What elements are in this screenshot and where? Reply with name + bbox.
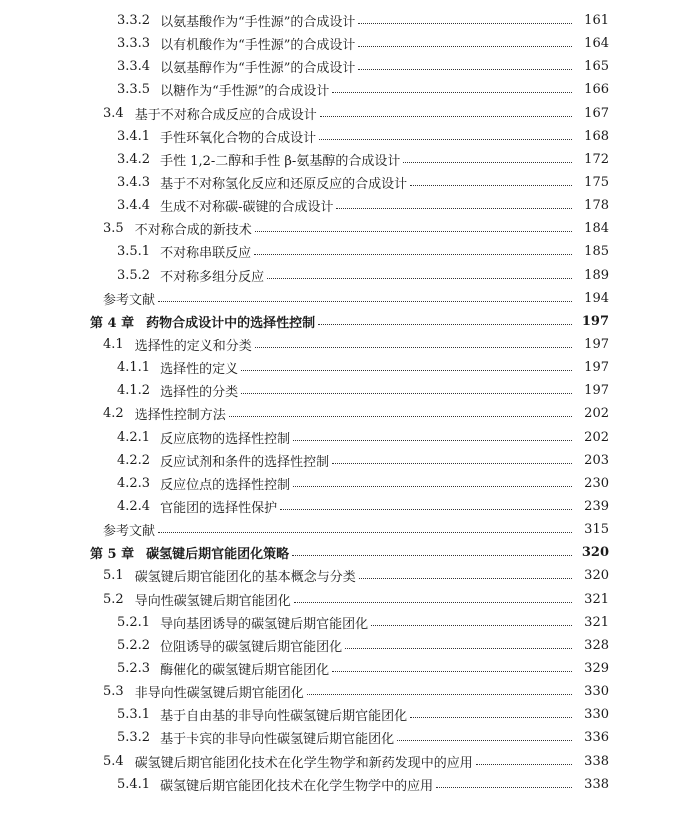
- toc-entry-title: 生成不对称碳-碳键的合成设计: [160, 200, 334, 216]
- toc-entry-row: [0, 703, 700, 726]
- toc-entry-row: [0, 32, 700, 55]
- toc-page-number: 330: [584, 707, 609, 723]
- toc-entry-number: 5.3.2: [117, 730, 151, 746]
- dot-leader: [294, 602, 572, 603]
- toc-page-number: 197: [584, 337, 609, 353]
- toc-page-number: 336: [584, 730, 609, 746]
- toc-entry-title: 药物合成设计中的选择性控制: [146, 315, 316, 331]
- toc-entry-row: [0, 171, 700, 194]
- toc-entry-title: 不对称合成的新技术: [134, 223, 252, 239]
- toc-entry-number: 5.2.2: [117, 637, 151, 653]
- toc-page-number: 168: [584, 128, 609, 144]
- toc-entry-number: 4.2.3: [117, 475, 151, 491]
- toc-entry-number: 3.4.2: [117, 151, 151, 167]
- dot-leader: [158, 301, 572, 302]
- toc-entry-number: 3.3.4: [117, 59, 151, 75]
- toc-chapter-row: [0, 310, 700, 333]
- toc-entry-number: 3.3.2: [117, 13, 151, 29]
- toc-entry-title: 选择性的分类: [160, 385, 239, 401]
- dot-leader: [318, 324, 572, 325]
- toc-page-number: 197: [584, 360, 609, 376]
- toc-entry-number: 5.3.1: [117, 707, 151, 723]
- dot-leader: [332, 92, 572, 93]
- toc-entry-row: [0, 102, 700, 125]
- toc-entry-number: 4.2.4: [117, 499, 151, 515]
- toc-page-number: 166: [584, 82, 609, 98]
- toc-entry-number: 3.4: [103, 105, 124, 121]
- toc-entry-title: 碳氢键后期官能团化技术在化学生物学中的应用: [160, 778, 434, 794]
- toc-page-number: 203: [584, 452, 609, 468]
- dot-leader: [255, 231, 572, 232]
- toc-entry-number: 3.5: [103, 221, 124, 237]
- toc-references-row: [0, 518, 700, 541]
- toc-entry-title: 以氨基醇作为“手性源”的合成设计: [160, 61, 356, 77]
- toc-page-number: 230: [584, 475, 609, 491]
- toc-entry-title: 不对称串联反应: [160, 246, 252, 262]
- toc-entry-row: [0, 588, 700, 611]
- toc-entry-title: 参考文献: [103, 524, 156, 540]
- toc-entry-row: [0, 426, 700, 449]
- toc-entry-title: 非导向性碳氢键后期官能团化: [134, 686, 304, 702]
- dot-leader: [292, 555, 572, 556]
- dot-leader: [293, 486, 572, 487]
- toc-page-number: 202: [584, 406, 609, 422]
- toc-entry-title: 手性 1,2-二醇和手性 β-氨基醇的合成设计: [160, 153, 401, 169]
- toc-entry-number: 4.2.2: [117, 452, 151, 468]
- toc-page-number: 185: [584, 244, 609, 260]
- toc-page-number: 338: [584, 753, 609, 769]
- dot-leader: [358, 46, 572, 47]
- dot-leader: [307, 694, 572, 695]
- toc-page-number: 320: [581, 545, 609, 561]
- toc-entry-row: [0, 217, 700, 240]
- toc-entry-title: 选择性的定义和分类: [134, 339, 252, 355]
- toc-page-number: 328: [584, 637, 609, 653]
- dot-leader: [320, 116, 572, 117]
- dot-leader: [229, 416, 572, 417]
- toc-entry-row: [0, 78, 700, 101]
- toc-chapter-row: [0, 541, 700, 564]
- toc-entry-number: 4.1.1: [117, 360, 151, 376]
- toc-page-number: 197: [584, 383, 609, 399]
- dot-leader: [254, 254, 572, 255]
- dot-leader: [319, 139, 572, 140]
- toc-entry-number: 3.5.1: [117, 244, 151, 260]
- dot-leader: [332, 463, 572, 464]
- toc-page-number: 189: [584, 267, 609, 283]
- toc-entry-number: 3.5.2: [117, 267, 151, 283]
- dot-leader: [358, 69, 572, 70]
- dot-leader: [371, 625, 572, 626]
- toc-entry-number: 3.4.4: [117, 198, 151, 214]
- toc-entry-row: [0, 449, 700, 472]
- dot-leader: [358, 23, 572, 24]
- toc-entry-row: [0, 194, 700, 217]
- toc-entry-title: 导向性碳氢键后期官能团化: [134, 593, 291, 609]
- dot-leader: [345, 648, 572, 649]
- toc-entry-number: 第 5 章: [90, 547, 135, 563]
- toc-entry-number: 5.2: [103, 591, 124, 607]
- toc-entry-number: 5.2.3: [117, 661, 151, 676]
- dot-leader: [403, 162, 572, 163]
- toc-entry-row: [0, 402, 700, 425]
- toc-entry-row: [0, 379, 700, 402]
- toc-page-number: 172: [584, 151, 609, 167]
- toc-page-number: 239: [584, 499, 609, 515]
- toc-entry-number: 5.2.1: [117, 614, 151, 630]
- toc-entry-title: 位阻诱导的碳氢键后期官能团化: [160, 639, 343, 655]
- toc-page-number: 167: [584, 105, 609, 121]
- toc-entry-title: 不对称多组分反应: [160, 269, 265, 285]
- toc-page-number: 197: [581, 313, 609, 329]
- dot-leader: [476, 764, 572, 765]
- toc-entry-row: [0, 634, 700, 657]
- toc-page-number: 175: [584, 175, 609, 191]
- dot-leader: [241, 393, 572, 394]
- toc-entry-row: [0, 55, 700, 78]
- toc-entry-number: 3.3.3: [117, 36, 151, 52]
- toc-entry-row: [0, 240, 700, 263]
- dot-leader: [436, 787, 572, 788]
- dot-leader: [332, 671, 572, 672]
- toc-entry-title: 反应试剂和条件的选择性控制: [160, 454, 330, 470]
- toc-entry-title: 基于不对称合成反应的合成设计: [134, 107, 317, 123]
- toc-entry-title: 以糖作为“手性源”的合成设计: [160, 84, 330, 100]
- toc-entry-row: [0, 611, 700, 634]
- dot-leader: [267, 278, 572, 279]
- toc-page-number: 330: [584, 684, 609, 700]
- toc-entry-row: [0, 333, 700, 356]
- toc-references-row: [0, 287, 700, 310]
- toc-entry-row: [0, 750, 700, 773]
- toc-page-number: 161: [584, 13, 609, 29]
- toc-entry-number: 4.2.1: [117, 429, 151, 445]
- toc-entry-title: 碳氢键后期官能团化技术在化学生物学和新药发现中的应用: [134, 755, 473, 771]
- toc-entry-title: 基于不对称氢化反应和还原反应的合成设计: [160, 177, 408, 193]
- toc-page-number: 329: [584, 661, 609, 676]
- toc-entry-number: 3.3.5: [117, 82, 151, 98]
- toc-entry-number: 5.1: [103, 568, 124, 584]
- toc-entry-row: [0, 680, 700, 703]
- toc-entry-row: [0, 356, 700, 379]
- dot-leader: [158, 532, 572, 533]
- toc-page-number: 194: [584, 290, 609, 306]
- toc-entry-title: 反应底物的选择性控制: [160, 431, 291, 447]
- dot-leader: [255, 347, 572, 348]
- toc-entry-title: 以氨基酸作为“手性源”的合成设计: [160, 15, 356, 31]
- dot-leader: [280, 509, 572, 510]
- toc-entry-number: 4.1.2: [117, 383, 151, 399]
- toc-entry-number: 5.4: [103, 753, 124, 769]
- toc-entry-number: 5.3: [103, 684, 124, 700]
- toc-entry-number: 4.2: [103, 406, 124, 422]
- toc-entry-title: 基于卡宾的非导向性碳氢键后期官能团化: [160, 732, 395, 748]
- toc-entry-row: [0, 657, 700, 680]
- dot-leader: [241, 370, 572, 371]
- toc-entry-row: [0, 264, 700, 287]
- toc-entry-number: 3.4.1: [117, 128, 151, 144]
- toc-page-number: 338: [584, 776, 609, 792]
- toc-entry-title: 参考文献: [103, 292, 156, 308]
- toc-entry-title: 选择性的定义: [160, 362, 239, 378]
- toc-page-number: 321: [584, 591, 609, 607]
- toc-entry-title: 反应位点的选择性控制: [160, 477, 291, 493]
- dot-leader: [397, 740, 572, 741]
- toc-page-number: 321: [584, 614, 609, 630]
- toc-entry-number: 3.4.3: [117, 175, 151, 191]
- toc-entry-row: [0, 726, 700, 749]
- toc-entry-number: 5.4.1: [117, 776, 151, 792]
- toc-entry-title: 基于自由基的非导向性碳氢键后期官能团化: [160, 709, 408, 725]
- toc-entry-row: [0, 472, 700, 495]
- toc-entry-row: [0, 125, 700, 148]
- toc-page-number: 165: [584, 59, 609, 75]
- toc-entry-title: 选择性控制方法: [134, 408, 226, 424]
- dot-leader: [359, 578, 572, 579]
- toc-entry-title: 导向基团诱导的碳氢键后期官能团化: [160, 616, 369, 632]
- toc-entry-number: 第 4 章: [90, 315, 135, 331]
- toc-page-number: 184: [584, 221, 609, 237]
- toc-entry-title: 酶催化的碳氢键后期官能团化: [160, 663, 330, 678]
- toc-entry-row: [0, 9, 700, 32]
- toc-entry-number: 4.1: [103, 337, 124, 353]
- toc-page-number: 178: [584, 198, 609, 214]
- toc-entry-row: [0, 495, 700, 518]
- dot-leader: [293, 440, 572, 441]
- toc-page-number: 202: [584, 429, 609, 445]
- toc-entry-row: [0, 148, 700, 171]
- toc-page-number: 315: [584, 522, 609, 538]
- toc-page-number: 164: [584, 36, 609, 52]
- toc-entry-title: 以有机酸作为“手性源”的合成设计: [160, 38, 356, 54]
- toc-entry-title: 碳氢键后期官能团化的基本概念与分类: [134, 570, 356, 586]
- toc-entry-title: 官能团的选择性保护: [160, 501, 278, 517]
- toc-entry-row: [0, 773, 700, 796]
- toc-page-number: 320: [584, 568, 609, 584]
- toc-entry-title: 手性环氧化合物的合成设计: [160, 130, 317, 146]
- dot-leader: [410, 717, 572, 718]
- toc-entry-row: [0, 564, 700, 587]
- dot-leader: [410, 185, 572, 186]
- toc-entry-title: 碳氢键后期官能团化策略: [146, 547, 290, 563]
- dot-leader: [336, 208, 572, 209]
